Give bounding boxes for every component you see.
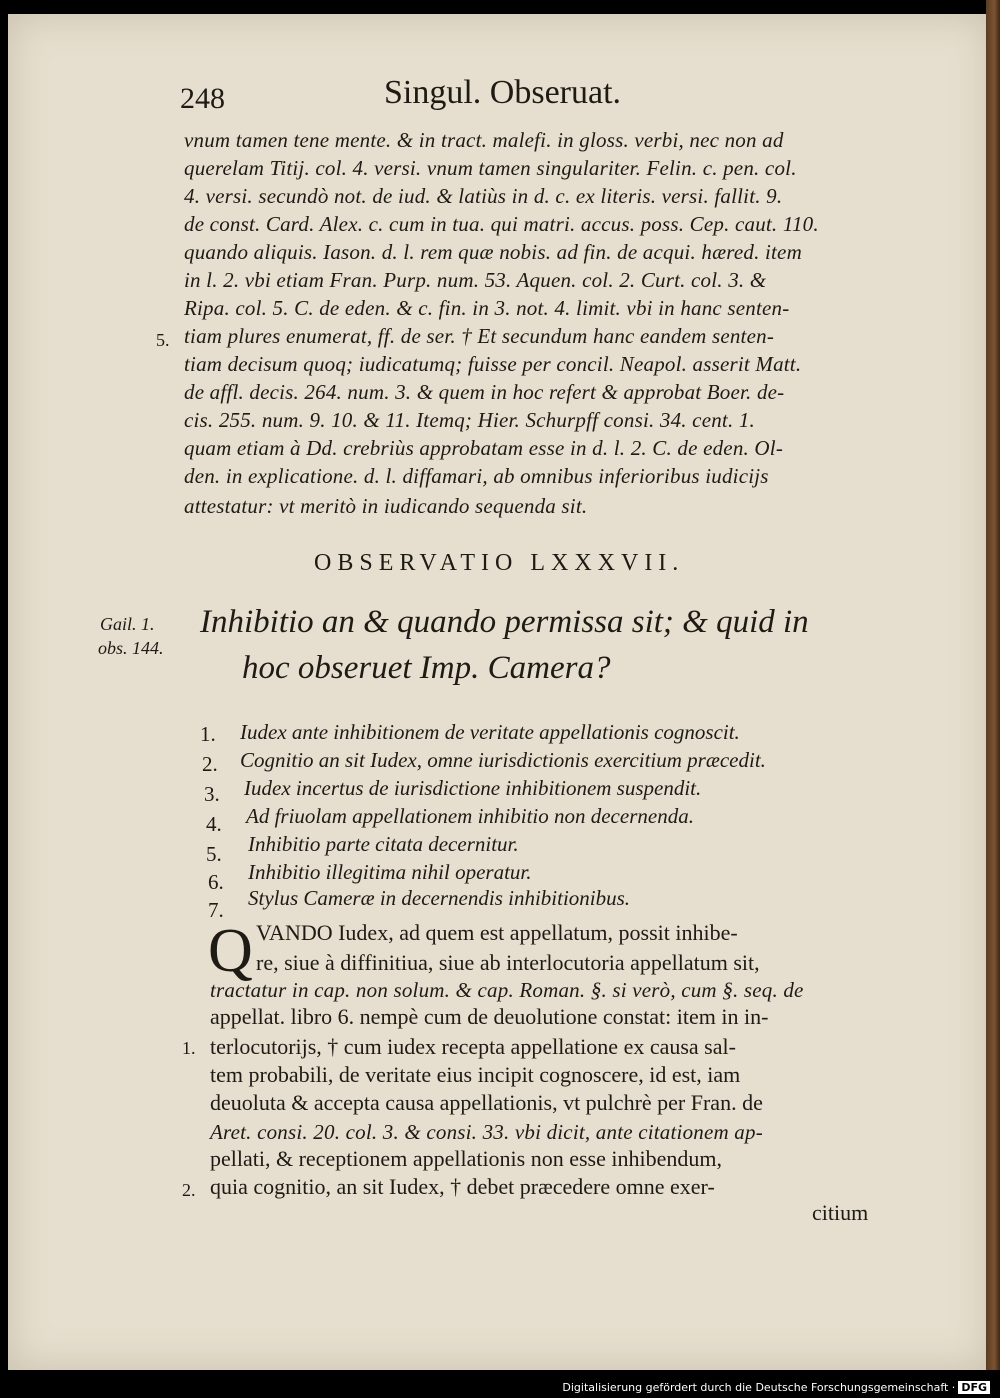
- summary-number: 3.: [204, 782, 220, 806]
- text-line: den. in explicatione. d. l. diffamari, ab omnibus inferioribus iudicijs: [184, 464, 769, 488]
- text-line: citium: [812, 1200, 869, 1225]
- text-line: tem probabili, de veritate eius incipit cognoscere, id est, iam: [210, 1062, 741, 1087]
- summary-text: Inhibitio illegitima nihil operatur.: [248, 860, 532, 884]
- summary-text: Stylus Cameræ in decernendis inhibitionibus.: [248, 886, 631, 910]
- page-number: 248: [180, 82, 225, 115]
- margin-citation: Gail. 1.: [100, 614, 155, 634]
- text-line: quando aliquis. Iason. d. l. rem quæ nobis. ad fin. de acqui. hæred. item: [184, 240, 802, 264]
- summary-number: 4.: [206, 812, 222, 836]
- text-line: Aret. consi. 20. col. 3. & consi. 33. vbi dicit, ante citationem ap-: [210, 1120, 763, 1144]
- text-line: re, siue à diffinitiua, siue ab interlocutoria appellatum sit,: [256, 950, 760, 975]
- text-line: appellat. libro 6. nempè cum de deuolutione constat: item in in-: [210, 1004, 769, 1029]
- margin-note-number: 1.: [182, 1038, 196, 1058]
- summary-number: 5.: [206, 842, 222, 866]
- digitization-footer: [562, 1381, 990, 1394]
- book-spine: [986, 0, 1000, 1370]
- summary-text: Iudex ante inhibitionem de veritate appellationis cognoscit.: [240, 720, 740, 744]
- observation-title: OBSERVATIO LXXXVII.: [314, 550, 685, 576]
- summary-text: Iudex incertus de iurisdictione inhibitionem suspendit.: [244, 776, 702, 800]
- footer-text: Digitalisierung gefördert durch die Deutsche Forschungsgemeinschaft ·: [562, 1381, 956, 1394]
- margin-citation: obs. 144.: [98, 638, 164, 658]
- text-line: de affl. decis. 264. num. 3. & quem in hoc refert & approbat Boer. de-: [184, 380, 785, 404]
- text-line: deuoluta & accepta causa appellationis, vt pulchrè per Fran. de: [210, 1090, 763, 1115]
- summary-number: 2.: [202, 752, 218, 776]
- text-line: 4. versi. secundò not. de iud. & latiùs in d. c. ex literis. versi. fallit. 9.: [184, 184, 783, 208]
- summary-text: Cognitio an sit Iudex, omne iurisdictionis exercitium præcedit.: [240, 748, 766, 772]
- text-line: pellati, & receptionem appellationis non esse inhibendum,: [210, 1146, 722, 1171]
- text-line: in l. 2. vbi etiam Fran. Purp. num. 53. Aquen. col. 2. Curt. col. 3. &: [184, 268, 767, 292]
- rubric-line: hoc obseruet Imp. Camera?: [242, 650, 611, 686]
- drop-cap: Q: [208, 917, 253, 985]
- rubric-line: Inhibitio an & quando permissa sit; & quid in: [200, 604, 809, 640]
- text-line: tiam decisum quoq; iudicatumq; fuisse per concil. Neapol. asserit Matt.: [184, 352, 802, 376]
- margin-note-number: 5.: [156, 330, 170, 350]
- summary-text: Ad friuolam appellationem inhibitio non decernenda.: [246, 804, 694, 828]
- text-line: Ripa. col. 5. C. de eden. & c. fin. in 3. not. 4. limit. vbi in hanc senten-: [184, 296, 790, 320]
- text-line: de const. Card. Alex. c. cum in tua. qui matri. accus. poss. Cep. caut. 110.: [184, 212, 819, 236]
- summary-number: 6.: [208, 870, 224, 894]
- text-line: quia cognitio, an sit Iudex, † debet præcedere omne exer-: [210, 1174, 715, 1199]
- text-line: quam etiam à Dd. crebriùs approbatam esse in d. l. 2. C. de eden. Ol-: [184, 436, 784, 460]
- running-title: Singul. Obseruat.: [384, 74, 622, 111]
- margin-note-number: 2.: [182, 1180, 196, 1200]
- summary-text: Inhibitio parte citata decernitur.: [248, 832, 519, 856]
- text-line: tractatur in cap. non solum. & cap. Roman. §. si verò, cum §. seq. de: [210, 978, 804, 1002]
- text-line: tiam plures enumerat, ff. de ser. † Et secundum hanc eandem senten-: [184, 324, 775, 348]
- text-line: cis. 255. num. 9. 10. & 11. Itemq; Hier. Schurpff consi. 34. cent. 1.: [184, 408, 756, 432]
- summary-number: 7.: [208, 898, 224, 922]
- dfg-logo: DFG: [958, 1381, 990, 1394]
- summary-number: 1.: [200, 722, 216, 746]
- text-line: VANDO Iudex, ad quem est appellatum, possit inhibe-: [256, 920, 738, 945]
- text-line: querelam Titij. col. 4. versi. vnum tamen singulariter. Felin. c. pen. col.: [184, 156, 797, 180]
- text-line: attestatur: vt meritò in iudicando sequenda sit.: [184, 494, 588, 518]
- text-line: vnum tamen tene mente. & in tract. malefi. in gloss. verbi, nec non ad: [184, 128, 784, 152]
- text-line: terlocutorijs, † cum iudex recepta appellatione ex causa sal-: [210, 1034, 736, 1059]
